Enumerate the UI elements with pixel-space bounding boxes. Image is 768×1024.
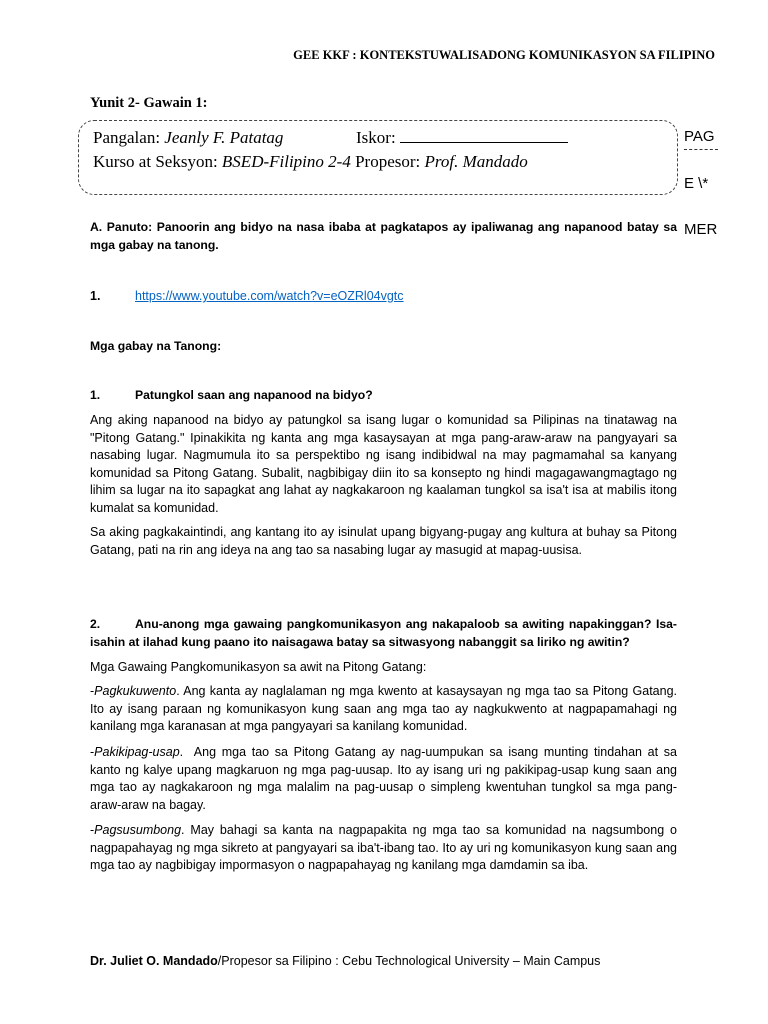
- name-label: Pangalan:: [93, 128, 161, 147]
- item-term: Pakikipag-usap: [94, 745, 180, 759]
- communication-item: [90, 683, 677, 736]
- item-prefix: -: [90, 823, 95, 837]
- guide-heading: Mga gabay na Tanong:: [90, 339, 222, 353]
- unit-title: Yunit 2- Gawain 1:: [90, 95, 208, 111]
- answer-1-paragraph-1: Ang aking napanood na bidyo ay patungkol sa isang lugar o komunidad sa Pilipinas na tinatawag na "Pitong Gatang." Ipinakikita ng kanta ang mga kasaysayan at mga pang-araw-araw na pangyayari sa nasabing lugar. Nagmumula ito sa perspektibo ng isang indibidwal na may pagmamahal sa kanyang komunidad sa Pitong Gatang. Subalit, nagbibigay diin ito sa konsepto ng hindi magagawangmagtago ng lihim sa lugar na ito sapagkat ang lahat ay nagkakaroon ng kaalaman tungkol sa isa't isa at mabilis itong kumalat sa komunidad.: [90, 413, 677, 515]
- question-2-text: Anu-anong mga gawaing pangkomunikasyon ang nakapaloob sa awiting napakinggan? Isa-isahin at ilahad kung paano ito naisagawa batay sa sitwasyong nabanggit sa liriko ng awitin?: [90, 617, 677, 649]
- item-term: Pagkukuwento: [94, 684, 177, 698]
- video-number: 1.: [90, 289, 101, 303]
- video-link-line: [90, 288, 677, 306]
- question-2-number: 2.: [90, 617, 101, 631]
- question-2: [90, 616, 677, 651]
- video-link[interactable]: https://www.youtube.com/watch?v=eOZRl04vgtc: [135, 289, 404, 303]
- field-code-rule: [684, 149, 718, 150]
- score-blank: [400, 127, 568, 143]
- course-label: Kurso at Seksyon:: [93, 152, 218, 171]
- answer-1-paragraph-2: Sa aking pagkakaintindi, ang kantang ito ay isinulat upang bigyang-pugay ang kultura at buhay sa Pitong Gatang, pati na rin ang ideya na ang tao sa nasabing lugar ay masugid at mapag-uusisa.: [90, 525, 677, 557]
- student-info-box: [78, 120, 678, 195]
- field-code-line: PAG: [684, 128, 715, 145]
- course-title: GEE KKF : KONTEKSTUWALISADONG KOMUNIKASYON SA FILIPINO: [293, 48, 715, 62]
- course-line: [93, 150, 528, 174]
- name-value: Jeanly F. Patatag: [164, 128, 284, 147]
- footer-affiliation: /Propesor sa Filipino : Cebu Technological University – Main Campus: [217, 954, 601, 968]
- instructions: A. Panuto: Panoorin ang bidyo na nasa ibaba at pagkatapos ay ipaliwanag ang napanood batay sa mga gabay na tanong.: [90, 220, 677, 252]
- item-text: . Ang mga tao sa Pitong Gatang ay nag-uumpukan sa isang munting tindahan at sa kanto ng kalye upang magkaruon ng mga pag-uusap. Ito ay isang uri ng pakikipag-usap kung saan ang mga tao ay nagkakaroon ng mga malalim na pag-uusap o simpleng kwentuhan tungkol sa mga pang-araw-araw na bagay.: [90, 745, 677, 812]
- score-label: Iskor:: [356, 128, 396, 147]
- communication-item: [90, 744, 677, 814]
- communication-item: [90, 822, 677, 875]
- item-prefix: -: [90, 745, 95, 759]
- field-code-line: MER: [684, 221, 718, 238]
- question-1: [90, 387, 677, 405]
- field-code-artifact: [684, 98, 717, 269]
- question-1-number: 1.: [90, 388, 101, 402]
- item-prefix: -: [90, 684, 95, 698]
- score-line: [356, 126, 568, 150]
- course-value: BSED-Filipino 2-4: [221, 152, 351, 171]
- item-term: Pagsusumbong: [94, 823, 182, 837]
- name-line: [93, 126, 283, 150]
- field-code-line: E \*: [684, 174, 709, 192]
- footer: [90, 953, 677, 971]
- item-text: . Ang kanta ay naglalaman ng mga kwento at kasaysayan ng mga tao sa Pitong Gatang. Ito ay isang paraan ng komunikasyon kung saan ang mga tao ay nagkukwento at nagpapamahagi ng kanilang mga karanasan at mga pangyayari sa kanilang komunidad.: [90, 684, 677, 734]
- item-text: . May bahagi sa kanta na nagpapakita ng mga tao sa komunidad na nagsumbong o nagpapahayag ng mga sikreto at pangyayari sa iba't-ibang tao. Ito ay uri ng komunikasyon kung saan ang mga tao ay nagbibigay impormasyon o nagpapahayag ng kanilang mga damdamin sa iba.: [90, 823, 677, 873]
- professor-value: Prof. Mandado: [424, 152, 528, 171]
- question-1-text: Patungkol saan ang napanood na bidyo?: [135, 388, 373, 402]
- answer-2-intro: Mga Gawaing Pangkomunikasyon sa awit na Pitong Gatang:: [90, 660, 427, 674]
- professor-label: Propesor:: [355, 152, 421, 171]
- footer-author: Dr. Juliet O. Mandado: [90, 954, 218, 968]
